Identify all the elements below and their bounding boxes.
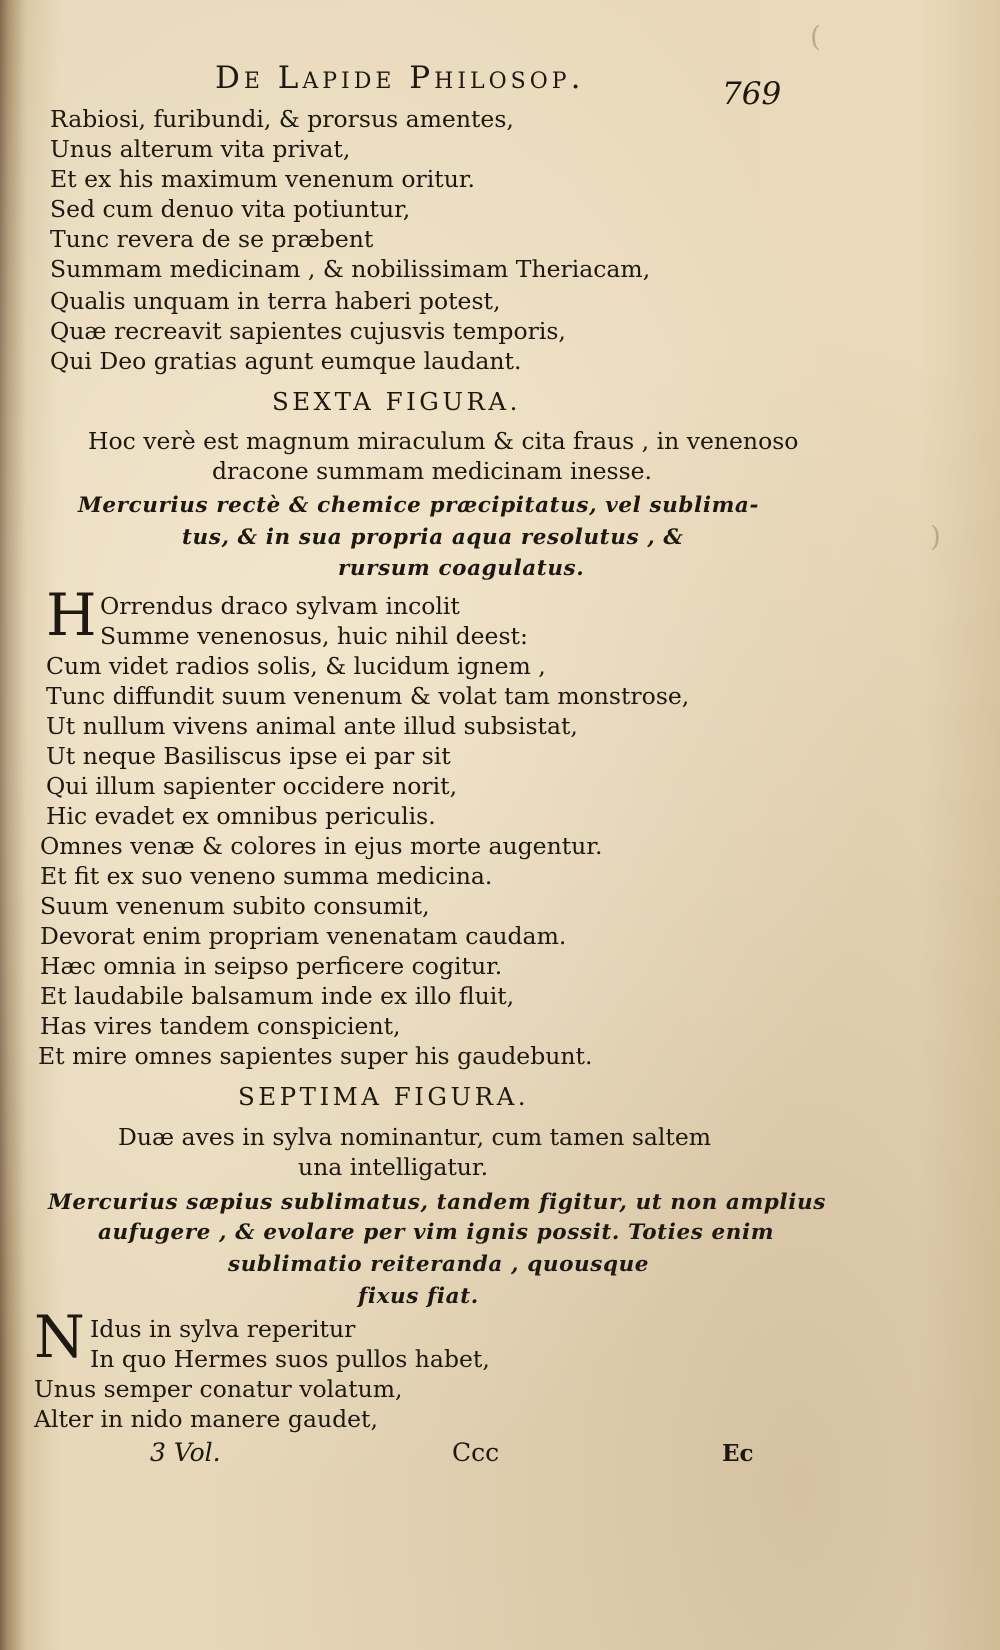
catchword: Ec	[722, 1440, 754, 1467]
verse-line: Hæc omnia in seipso perficere cogitur.	[40, 952, 503, 980]
verse-line: Alter in nido manere gaudet,	[34, 1405, 378, 1433]
italic-note: sublimatio reiteranda , quousque	[228, 1252, 650, 1277]
verse-line: Summe venenosus, huic nihil deest:	[100, 622, 528, 650]
verse-line: Orrendus draco sylvam incolit	[100, 592, 460, 620]
verse-line: Suum venenum subito consumit,	[40, 892, 430, 920]
verse-line: Devorat enim propriam venenatam caudam.	[40, 922, 567, 950]
verse-line: Idus in sylva reperitur	[90, 1315, 356, 1343]
signature-mark: Ccc	[452, 1438, 500, 1467]
verse-line: Has vires tandem conspicient,	[40, 1012, 401, 1040]
italic-note: rursum coagulatus.	[338, 556, 585, 581]
verse-line: Summam medicinam , & nobilissimam Theriacam,	[50, 255, 651, 283]
verse-line: Et mire omnes sapientes super his gaudebunt.	[38, 1042, 593, 1070]
volume-mark: 3 Vol.	[150, 1438, 221, 1467]
drop-cap: N	[34, 1303, 85, 1371]
bleed-mark: (	[810, 20, 821, 53]
italic-note: tus, & in sua propria aqua resolutus , &	[182, 525, 684, 550]
verse-line: Et fit ex suo veneno summa medicina.	[40, 862, 493, 890]
verse-line: Hic evadet ex omnibus periculis.	[46, 802, 436, 830]
figure-caption: dracone summam medicinam inesse.	[212, 457, 653, 485]
italic-note: Mercurius sæpius sublimatus, tandem figitur, ut non amplius	[48, 1190, 826, 1215]
italic-note: fixus fiat.	[358, 1284, 479, 1309]
figure-caption: una intelligatur.	[298, 1153, 489, 1181]
verse-line: Unus alterum vita privat,	[50, 135, 351, 163]
verse-line: Tunc diffundit suum venenum & volat tam monstrose,	[46, 682, 690, 710]
drop-cap: H	[46, 581, 97, 649]
verse-line: Tunc revera de se præbent	[50, 225, 374, 253]
italic-note: aufugere , & evolare per vim ignis possit. Toties enim	[98, 1220, 775, 1245]
running-title: De Lapide Philosop.	[215, 60, 585, 96]
section-heading: SEXTA FIGURA.	[272, 387, 521, 416]
verse-line: Ut neque Basiliscus ipse ei par sit	[46, 742, 451, 770]
verse-line: Quæ recreavit sapientes cujusvis temporis,	[50, 317, 566, 345]
page-number: 769	[722, 76, 782, 112]
verse-line: Unus semper conatur volatum,	[34, 1375, 403, 1403]
verse-line: Omnes venæ & colores in ejus morte augentur.	[40, 832, 603, 860]
verse-line: Ut nullum vivens animal ante illud subsistat,	[46, 712, 578, 740]
verse-line: Qualis unquam in terra haberi potest,	[50, 287, 501, 315]
bleed-mark: )	[930, 520, 941, 553]
verse-line: Qui Deo gratias agunt eumque laudant.	[50, 347, 522, 375]
verse-line: Qui illum sapienter occidere norit,	[46, 772, 458, 800]
section-heading: SEPTIMA FIGURA.	[238, 1082, 530, 1111]
verse-line: Et laudabile balsamum inde ex illo fluit,	[40, 982, 515, 1010]
verse-line: Et ex his maximum venenum oritur.	[50, 165, 475, 193]
figure-caption: Duæ aves in sylva nominantur, cum tamen saltem	[118, 1123, 712, 1151]
figure-caption: Hoc verè est magnum miraculum & cita fraus , in venenoso	[88, 427, 799, 455]
verse-line: Sed cum denuo vita potiuntur,	[50, 195, 411, 223]
italic-note: Mercurius rectè & chemice præcipitatus, vel sublima-	[78, 493, 759, 518]
verse-line: Rabiosi, furibundi, & prorsus amentes,	[50, 105, 514, 133]
verse-line: Cum videt radios solis, & lucidum ignem ,	[46, 652, 546, 680]
verse-line: In quo Hermes suos pullos habet,	[90, 1345, 490, 1373]
